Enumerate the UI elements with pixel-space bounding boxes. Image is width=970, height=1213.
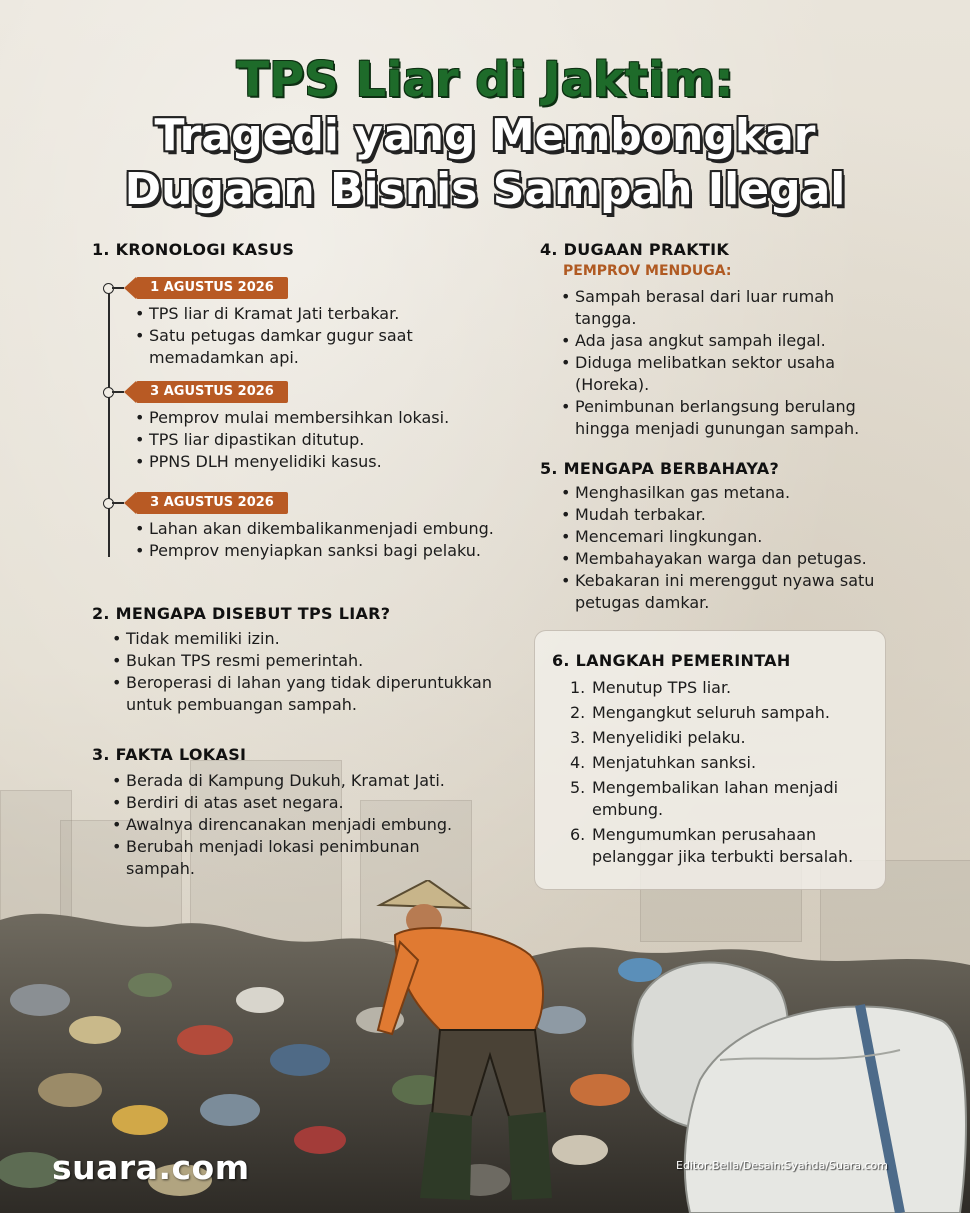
fakta-lokasi-heading: 3. FAKTA LOKASI xyxy=(92,745,247,764)
list-item: • PPNS DLH menyelidiki kasus. xyxy=(135,451,475,473)
fakta-lokasi-list xyxy=(112,770,482,880)
right-boot xyxy=(508,1112,552,1200)
list-text: Mengembalikan lahan menjadi embung. xyxy=(592,778,839,819)
list-text: Menutup TPS liar. xyxy=(592,678,732,697)
credit-text: Editor:Bella/Desain:Syahda/Suara.com xyxy=(676,1159,888,1172)
list-text: Menyelidiki pelaku. xyxy=(592,728,746,747)
list-item xyxy=(570,677,870,699)
list-item: • Diduga melibatkan sektor usaha (Horeka). xyxy=(561,352,866,396)
list-text: Mengumumkan perusahaan pelanggar jika terbukti bersalah. xyxy=(592,825,854,866)
list-item: • Berubah menjadi lokasi penimbunan sampah. xyxy=(112,836,482,880)
list-item xyxy=(570,777,870,821)
list-item: • TPS liar dipastikan ditutup. xyxy=(135,429,475,451)
timeline-connector xyxy=(112,502,124,504)
list-number: 3. xyxy=(570,728,586,747)
kronologi-event-2-list xyxy=(135,407,475,473)
berbahaya-list xyxy=(561,482,891,614)
list-text: Mengangkut seluruh sampah. xyxy=(592,703,830,722)
berbahaya-heading: 5. MENGAPA BERBAHAYA? xyxy=(540,459,780,478)
timeline-connector xyxy=(112,287,124,289)
list-number: 4. xyxy=(570,753,586,772)
list-text: Menjatuhkan sanksi. xyxy=(592,753,757,772)
list-item: • Mencemari lingkungan. xyxy=(561,526,891,548)
langkah-list xyxy=(570,677,870,871)
list-item: • TPS liar di Kramat Jati terbakar. xyxy=(135,303,435,325)
list-item xyxy=(570,824,870,868)
list-item: • Ada jasa angkut sampah ilegal. xyxy=(561,330,866,352)
list-number: 2. xyxy=(570,703,586,722)
dugaan-praktik-subheading: PEMPROV MENDUGA: xyxy=(563,263,732,279)
list-item: • Pemprov mulai membersihkan lokasi. xyxy=(135,407,475,429)
list-item xyxy=(570,727,870,749)
kronologi-event-1-list xyxy=(135,303,435,369)
list-item: • Sampah berasal dari luar rumah tangga. xyxy=(561,286,866,330)
date-badge-2: 3 AGUSTUS 2026 xyxy=(136,381,288,403)
list-item: • Lahan akan dikembalikanmenjadi embung. xyxy=(135,518,515,540)
list-item: • Membahayakan warga dan petugas. xyxy=(561,548,891,570)
list-number: 6. xyxy=(570,825,586,844)
date-badge-3: 3 AGUSTUS 2026 xyxy=(136,492,288,514)
list-item: • Tidak memiliki izin. xyxy=(112,628,502,650)
langkah-heading: 6. LANGKAH PEMERINTAH xyxy=(552,651,791,670)
list-item: • Menghasilkan gas metana. xyxy=(561,482,891,504)
list-item: • Berdiri di atas aset negara. xyxy=(112,792,482,814)
kronologi-event-3-list xyxy=(135,518,515,562)
timeline-line xyxy=(108,287,110,557)
timeline-connector xyxy=(112,391,124,393)
list-item: • Pemprov menyiapkan sanksi bagi pelaku. xyxy=(135,540,515,562)
title-line-2: Tragedi yang Membongkar xyxy=(154,110,816,161)
suara-logo: suara.com xyxy=(52,1148,250,1187)
conical-hat xyxy=(380,880,468,908)
list-item: • Bukan TPS resmi pemerintah. xyxy=(112,650,502,672)
list-item: • Penimbunan berlangsung berulang hingga menjadi gunungan sampah. xyxy=(561,396,866,440)
list-number: 5. xyxy=(570,778,586,797)
list-number: 1. xyxy=(570,678,586,697)
title-line-3: Dugaan Bisnis Sampah Ilegal xyxy=(124,164,846,215)
list-item: • Satu petugas damkar gugur saat memadamkan api. xyxy=(135,325,435,369)
list-item xyxy=(570,702,870,724)
title-line-1: TPS Liar di Jaktim: xyxy=(236,52,734,108)
list-item: • Mudah terbakar. xyxy=(561,504,891,526)
list-item: • Beroperasi di lahan yang tidak diperuntukkan untuk pembuangan sampah. xyxy=(112,672,502,716)
mengapa-liar-list xyxy=(112,628,502,716)
list-item: • Kebakaran ini merenggut nyawa satu petugas damkar. xyxy=(561,570,891,614)
list-item: • Berada di Kampung Dukuh, Kramat Jati. xyxy=(112,770,482,792)
list-item: • Awalnya direncanakan menjadi embung. xyxy=(112,814,482,836)
date-badge-1: 1 AGUSTUS 2026 xyxy=(136,277,288,299)
mengapa-liar-heading: 2. MENGAPA DISEBUT TPS LIAR? xyxy=(92,604,391,623)
dugaan-praktik-list xyxy=(561,286,866,440)
kronologi-heading: 1. KRONOLOGI KASUS xyxy=(92,240,295,259)
dugaan-praktik-heading: 4. DUGAAN PRAKTIK xyxy=(540,240,730,259)
list-item xyxy=(570,752,870,774)
